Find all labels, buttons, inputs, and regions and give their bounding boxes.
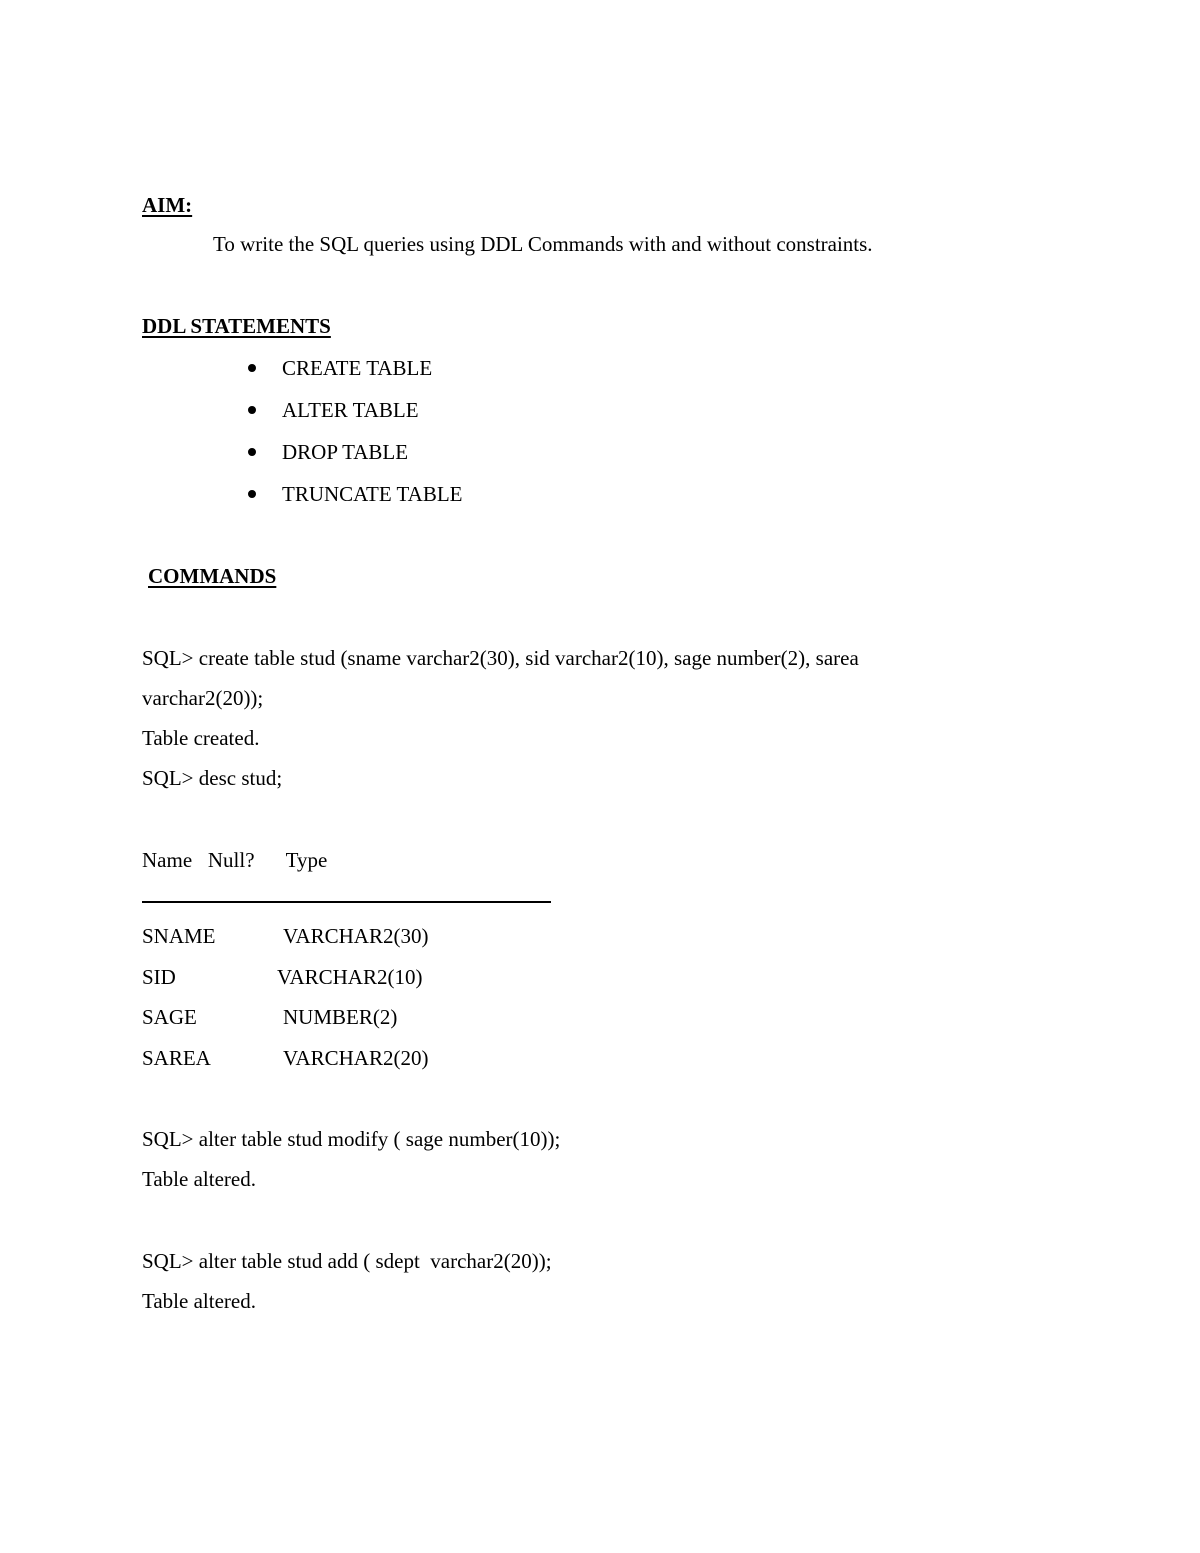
table-row (142, 964, 562, 1005)
commands-heading: COMMANDS (148, 564, 277, 588)
table-row (142, 1004, 562, 1045)
column-name: SAREA (142, 1045, 211, 1070)
ddl-statements-heading: DDL STATEMENTS (142, 314, 331, 338)
column-type: VARCHAR2(30) (283, 924, 429, 948)
aim-heading: AIM: (142, 193, 193, 217)
desc-table (142, 923, 562, 1085)
list-item-label: TRUNCATE TABLE (282, 482, 463, 506)
column-name: SNAME (142, 924, 216, 948)
desc-table-divider (142, 901, 551, 903)
column-type: VARCHAR2(10) (277, 964, 423, 989)
bullet-icon (248, 490, 256, 498)
bullet-icon (248, 364, 256, 372)
column-type: NUMBER(2) (283, 1005, 398, 1030)
desc-table-header: Name Null? Type (142, 848, 328, 872)
alter-add-result: Table altered. (142, 1289, 256, 1313)
table-row (142, 1045, 562, 1086)
create-table-result: Table created. (142, 726, 260, 750)
create-table-command-continued: varchar2(20)); (142, 686, 264, 710)
alter-modify-command: SQL> alter table stud modify ( sage number(10)); (142, 1127, 561, 1151)
table-row (142, 923, 562, 964)
desc-command: SQL> desc stud; (142, 766, 283, 790)
column-type: VARCHAR2(20) (283, 1045, 429, 1070)
list-item-label: DROP TABLE (282, 440, 409, 464)
list-item-label: ALTER TABLE (282, 398, 419, 422)
alter-add-command: SQL> alter table stud add ( sdept varchar2(20)); (142, 1249, 552, 1273)
column-name: SAGE (142, 1005, 197, 1030)
aim-text: To write the SQL queries using DDL Commands with and without constraints. (213, 232, 873, 256)
column-name: SID (142, 964, 176, 989)
create-table-command: SQL> create table stud (sname varchar2(30), sid varchar2(10), sage number(2), sarea (142, 646, 859, 670)
alter-modify-result: Table altered. (142, 1167, 256, 1191)
list-item-label: CREATE TABLE (282, 356, 433, 380)
bullet-icon (248, 448, 256, 456)
bullet-icon (248, 406, 256, 414)
